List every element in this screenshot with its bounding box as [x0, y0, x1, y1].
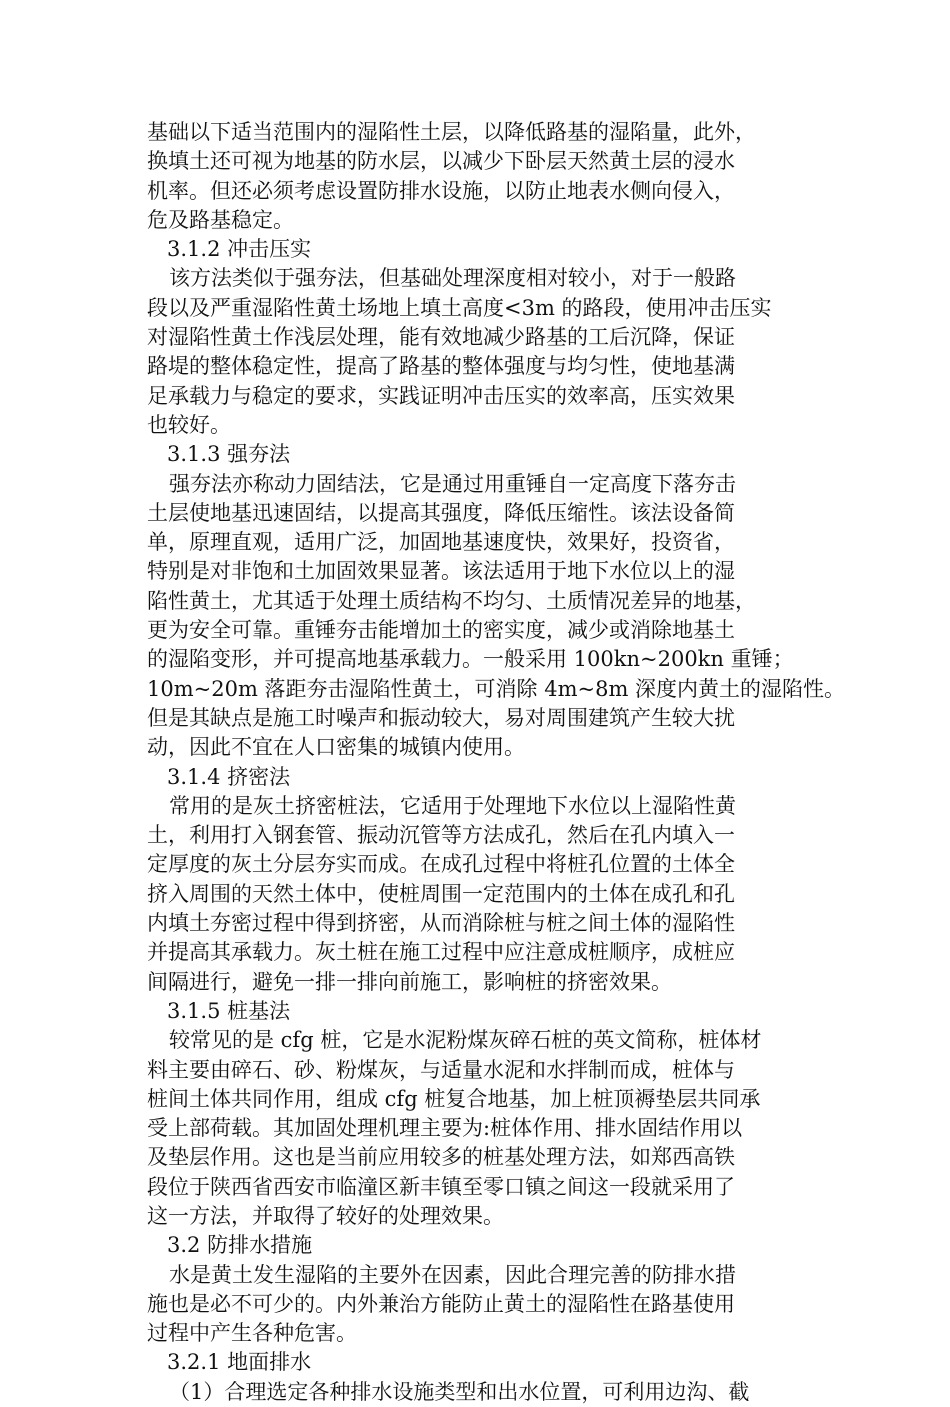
paragraph-line: 更为安全可靠。重锤夯击能增加土的密实度，减少或消除地基土: [147, 618, 735, 643]
paragraph-line: 并提高其承载力。灰土桩在施工过程中应注意成桩顺序，成桩应: [147, 940, 735, 965]
paragraph-line: 10m~20m 落距夯击湿陷性黄土，可消除 4m~8m 深度内黄土的湿陷性。: [147, 676, 846, 701]
paragraph-line: 较常见的是 cfg 桩，它是水泥粉煤灰碎石桩的英文简称，桩体材: [169, 1028, 762, 1053]
paragraph-line: 机率。但还必须考虑设置防排水设施，以防止地表水侧向侵入，: [147, 178, 735, 203]
paragraph-line: 的湿陷变形，并可提高地基承载力。一般采用 100kn~200kn 重锤；: [147, 647, 794, 672]
paragraph-line: 段以及严重湿陷性黄土场地上填土高度<3m 的路段，使用冲击压实: [147, 295, 772, 320]
paragraph-line: 内填土夯密过程中得到挤密，从而消除桩与桩之间土体的湿陷性: [147, 911, 735, 936]
paragraph-line: 这一方法，并取得了较好的处理效果。: [147, 1203, 504, 1228]
paragraph-line: 土，利用打入钢套管、振动沉管等方法成孔，然后在孔内填入一: [147, 823, 735, 848]
paragraph-line: （1）合理选定各种排水设施类型和出水位置，可利用边沟、截: [169, 1379, 750, 1404]
paragraph-line: 料主要由碎石、砂、粉煤灰，与适量水泥和水拌制而成，桩体与: [147, 1057, 735, 1082]
paragraph-line: 施也是必不可少的。内外兼治方能防止黄土的湿陷性在路基使用: [147, 1291, 735, 1316]
paragraph-line: 路堤的整体稳定性，提高了路基的整体强度与均匀性，使地基满: [147, 354, 735, 379]
paragraph-line: 也较好。: [147, 412, 231, 437]
paragraph-line: 足承载力与稳定的要求，实践证明冲击压实的效率高，压实效果: [147, 383, 735, 408]
paragraph-line: 间隔进行，避免一排一排向前施工，影响桩的挤密效果。: [147, 969, 672, 994]
paragraph-line: 对湿陷性黄土作浅层处理，能有效地减少路基的工后沉降，保证: [147, 325, 735, 350]
paragraph-line: 挤入周围的天然土体中，使桩周围一定范围内的土体在成孔和孔: [147, 881, 735, 906]
section-heading: 3.2 防排水措施: [167, 1233, 313, 1258]
paragraph-line: 特别是对非饱和土加固效果显著。该法适用于地下水位以上的湿: [147, 559, 735, 584]
document-page: [147, 118, 846, 1407]
paragraph-line: 及垫层作用。这也是当前应用较多的桩基处理方法，如郑西高铁: [147, 1145, 735, 1170]
section-heading: 3.1.5 桩基法: [167, 998, 291, 1023]
paragraph-line: 陷性黄土，尤其适于处理土质结构不均匀、土质情况差异的地基，: [147, 588, 756, 613]
paragraph-line: 单，原理直观，适用广泛，加固地基速度快，效果好，投资省，: [147, 530, 735, 555]
paragraph-line: 该方法类似于强夯法，但基础处理深度相对较小，对于一般路: [169, 266, 736, 291]
paragraph-line: 换填土还可视为地基的防水层，以减少下卧层天然黄土层的浸水: [147, 149, 735, 174]
paragraph-line: 桩间土体共同作用，组成 cfg 桩复合地基，加上桩顶褥垫层共同承: [147, 1086, 761, 1111]
paragraph-line: 过程中产生各种危害。: [147, 1321, 357, 1346]
paragraph-line: 基础以下适当范围内的湿陷性土层，以降低路基的湿陷量，此外，: [147, 120, 756, 144]
paragraph-line: 受上部荷载。其加固处理机理主要为:桩体作用、排水固结作用以: [147, 1116, 743, 1141]
section-heading: 3.2.1 地面排水: [167, 1350, 312, 1375]
section-heading: 3.1.4 挤密法: [167, 764, 291, 789]
paragraph-line: 危及路基稳定。: [147, 207, 294, 232]
paragraph-line: 定厚度的灰土分层夯实而成。在成孔过程中将桩孔位置的土体全: [147, 852, 735, 877]
paragraph-line: 但是其缺点是施工时噪声和振动较大，易对周围建筑产生较大扰: [147, 705, 735, 730]
section-heading: 3.1.3 强夯法: [167, 442, 291, 467]
paragraph-line: 动，因此不宜在人口密集的城镇内使用。: [147, 735, 525, 760]
paragraph-line: 常用的是灰土挤密桩法，它适用于处理地下水位以上湿陷性黄: [169, 793, 736, 818]
section-heading: 3.1.2 冲击压实: [167, 237, 312, 262]
paragraph-line: 段位于陕西省西安市临潼区新丰镇至零口镇之间这一段就采用了: [147, 1174, 735, 1199]
paragraph-line: 强夯法亦称动力固结法，它是通过用重锤自一定高度下落夯击: [169, 471, 736, 496]
paragraph-line: 水是黄土发生湿陷的主要外在因素，因此合理完善的防排水措: [169, 1262, 736, 1287]
paragraph-line: 土层使地基迅速固结，以提高其强度，降低压缩性。该法设备简: [147, 500, 735, 525]
